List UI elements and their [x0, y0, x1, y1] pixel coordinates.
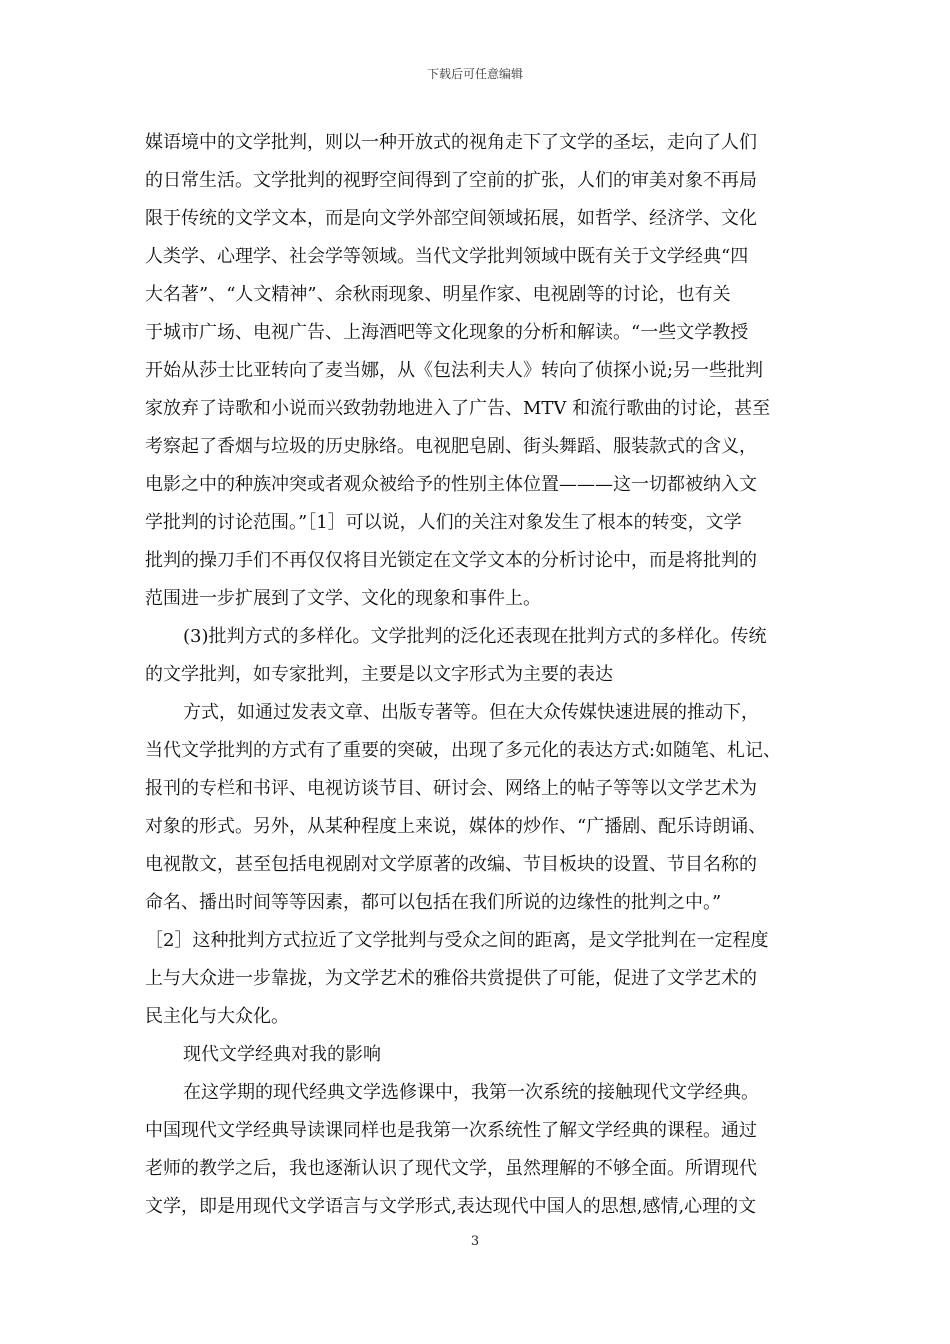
text-line: 民主化与大众化。: [145, 1006, 289, 1027]
text-line: 中国现代文学经典导读课同样也是我第一次系统性了解文学经典的课程。通过: [145, 1120, 757, 1141]
text-line: 媒语境中的文学批判，则以一种开放式的视角走下了文学的圣坛，走向了人们: [145, 132, 757, 153]
text-line: 当代文学批判的方式有了重要的突破，出现了多元化的表达方式:如随笔、札记、: [145, 740, 782, 761]
text-line: 老师的教学之后，我也逐渐认识了现代文学，虽然理解的不够全面。所谓现代: [145, 1158, 757, 1179]
text-line: 于城市广场、电视广告、上海酒吧等文化现象的分析和解读。“一些文学教授: [145, 322, 749, 343]
text-line: 报刊的专栏和书评、电视访谈节目、研讨会、网络上的帖子等等以文学艺术为: [145, 778, 757, 799]
body-text: [145, 124, 807, 1226]
text-line: 的文学批判，如专家批判，主要是以文字形式为主要的表达: [145, 664, 613, 685]
text-line: 开始从莎士比亚转向了麦当娜，从《包法利夫人》转向了侦探小说;另一些批判: [145, 360, 764, 381]
page-number: 3: [470, 1234, 480, 1249]
text-line: 限于传统的文学文本，而是向文学外部空间领域拓展，如哲学、经济学、文化: [145, 208, 757, 229]
text-line: 命名、播出时间等等因素，都可以包括在我们所说的边缘性的批判之中。”: [145, 892, 722, 913]
text-line: 文学，即是用现代文学语言与文学形式,表达现代中国人的思想,感情,心理的文: [145, 1196, 757, 1217]
text-line: ［2］这种批判方式拉近了文学批判与受众之间的距离，是文学批判在一定程度: [145, 930, 769, 951]
text-line: (3)批判方式的多样化。文学批判的泛化还表现在批判方式的多样化。传统: [183, 626, 767, 647]
text-line: 大名著”、“人文精神”、余秋雨现象、明星作家、电视剧等的讨论，也有关: [145, 284, 731, 305]
text-line: 考察起了香烟与垃圾的历史脉络。电视肥皂剧、街头舞蹈、服装款式的含义，: [145, 436, 757, 457]
text-line: 电视散文，甚至包括电视剧对文学原著的改编、节目板块的设置、节目名称的: [145, 854, 757, 875]
text-line: 在这学期的现代经典文学选修课中，我第一次系统的接触现代文学经典。: [183, 1082, 759, 1103]
text-line: 学批判的讨论范围。”［1］可以说，人们的关注对象发生了根本的转变，文学: [145, 512, 742, 533]
text-line: 人类学、心理学、社会学等领域。当代文学批判领域中既有关于文学经典“四: [145, 246, 749, 267]
text-line: 方式，如通过发表文章、出版专著等。但在大众传媒快速进展的推动下，: [183, 702, 759, 723]
text-line: 上与大众进一步靠拢，为文学艺术的雅俗共赏提供了可能，促进了文学艺术的: [145, 968, 757, 989]
page-header: 下载后可任意编辑: [426, 67, 523, 81]
text-line: 电影之中的种族冲突或者观众被给予的性别主体位置———这一切都被纳入文: [145, 474, 757, 495]
text-line: 批判的操刀手们不再仅仅将目光锁定在文学文本的分析讨论中，而是将批判的: [145, 550, 757, 571]
text-line: 现代文学经典对我的影响: [183, 1044, 381, 1065]
text-line: 对象的形式。另外，从某种程度上来说，媒体的炒作、“广播剧、配乐诗朗诵、: [145, 816, 767, 837]
text-line: 范围进一步扩展到了文学、文化的现象和事件上。: [145, 588, 541, 609]
text-line: 家放弃了诗歌和小说而兴致勃勃地进入了广告、MTV 和流行歌曲的讨论，甚至: [145, 398, 771, 419]
text-line: 的日常生活。文学批判的视野空间得到了空前的扩张，人们的审美对象不再局: [145, 170, 757, 191]
